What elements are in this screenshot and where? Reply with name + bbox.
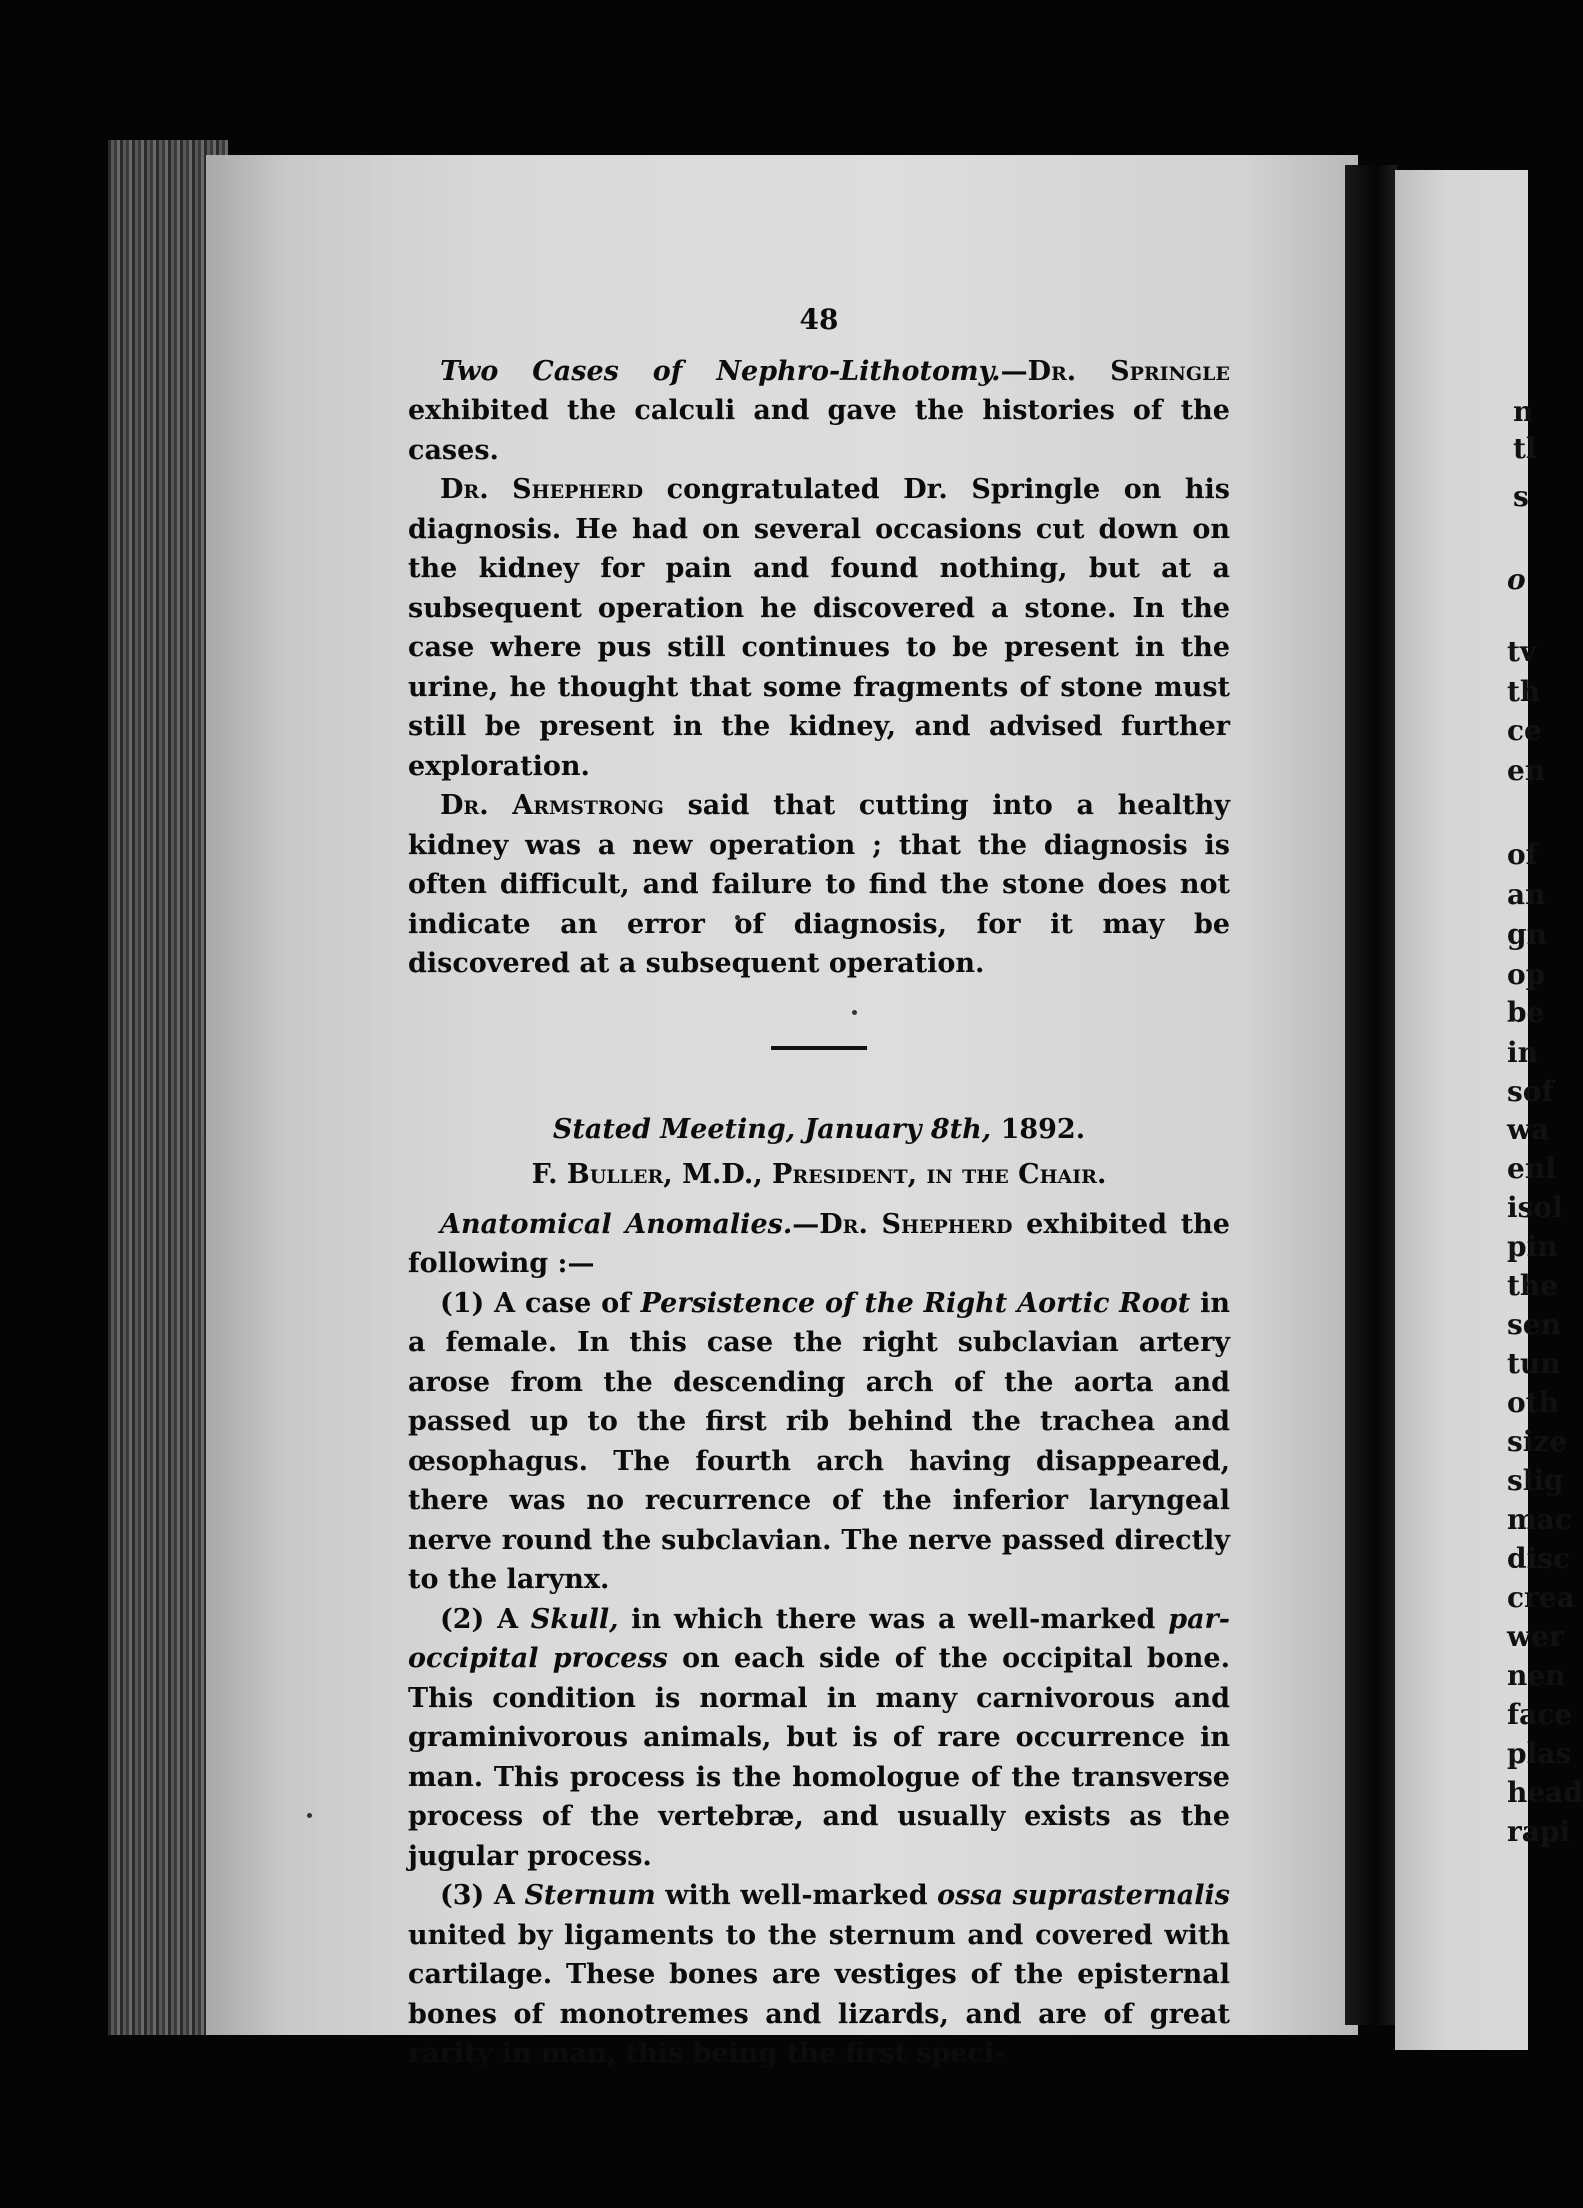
facing-fragment: be [1507,996,1545,1029]
facing-fragment: of [1507,838,1538,871]
facing-fragment: size [1507,1425,1568,1458]
item-text: in a female. In this case the right subclavian artery arose from the descending arch of the aorta and passed up to the first rib behind the trachea and œsophagus. The fourth arch having disappeared, there was no recurrence of the inferior laryngeal nerve round the subclavian. The nerve passed directly to the larynx. [408,1287,1230,1595]
speaker-name: Dr. Armstrong [440,790,664,821]
facing-fragment: pin [1507,1230,1558,1263]
facing-fragment: n [1513,395,1534,428]
list-item-1 [408,1284,1230,1600]
list-item-2 [408,1600,1230,1877]
paragraph-armstrong [408,786,1230,984]
facing-fragment: sen [1507,1308,1561,1341]
facing-fragment: th [1507,675,1541,708]
paragraph-anomalies-intro: Anatomical Anomalies.—Dr. Shepherd exhibited the following :— [408,1208,1230,1279]
meeting-heading [408,1110,1230,1150]
item-emphasis: par-occipital process [408,1603,1230,1674]
speaker-name: Dr. Springle [1027,355,1230,387]
item-number: (1) A case of [440,1287,641,1319]
facing-fragment: ce [1507,714,1542,747]
facing-fragment: mac [1507,1503,1572,1536]
print-speck [307,1813,312,1818]
facing-fragment: wer [1507,1620,1564,1653]
speaker-name: Dr. Shepherd [819,1208,1013,1240]
facing-fragment: disc [1507,1542,1571,1575]
paragraph-text: said that cutting into a healthy kidney was a new operation ; that the diagnosis is often difficult, and failure to find the stone does not indicate an error of diagnosis, for it may be discovered at a subsequent operation. [408,790,1230,979]
facing-fragment: in [1507,1036,1538,1069]
page-number: 48 [799,303,839,336]
item-emphasis: Sternum [524,1880,656,1911]
list-item-3 [408,1876,1230,2074]
facing-fragment: slig [1507,1464,1564,1497]
facing-fragment: oth [1507,1386,1559,1419]
facing-fragment: wa [1507,1113,1550,1146]
facing-fragment: gn [1507,918,1547,951]
facing-fragment: o [1507,563,1526,596]
meeting-date: Stated Meeting, January 8th, [552,1113,992,1145]
item-text: in which there was a well-marked [618,1603,1169,1635]
facing-fragment: s [1513,480,1529,513]
facing-fragment: the [1507,1269,1559,1302]
item-emphasis: Persistence of the Right Aortic Root [640,1287,1191,1319]
section-divider [771,1046,867,1050]
item-text: united by ligaments to the sternum and covered with cartilage. These bones are vestiges of the episternal bones of monotremes and lizards, and are of great rarity in man, this being the first speci- [408,1919,1230,2069]
facing-fragment: tun [1507,1347,1561,1380]
section-title: Anatomical Anomalies. [440,1208,793,1240]
facing-fragment: tl [1513,432,1537,465]
paragraph-shepherd [408,470,1230,786]
facing-fragment: op [1507,958,1546,991]
speaker-name: Dr. Shepherd [440,474,644,505]
chair-line [408,1155,1230,1195]
facing-fragment: rapi [1507,1815,1571,1848]
item-number: (2) A [440,1603,531,1635]
facing-fragment: enl [1507,1152,1556,1185]
chair-title: President, in the Chair. [772,1159,1107,1190]
facing-fragment: an [1507,878,1546,911]
page-text [408,300,1230,2074]
section-title: Two Cases of Nephro-Lithotomy. [440,355,1001,387]
paragraph-nephro-lithotomy: Two Cases of Nephro-Lithotomy.—Dr. Springle exhibited the calculi and gave the histories of the cases. [408,355,1230,466]
facing-fragment: crea [1507,1581,1575,1614]
paragraph-text: exhibited the calculi and gave the histories of the cases. [408,395,1230,466]
facing-fragment: en [1507,754,1546,787]
item-text: with well-marked [655,1880,938,1911]
meeting-year: 1892. [991,1113,1086,1145]
facing-page [1395,170,1583,2050]
item-number: (3) A [440,1880,525,1911]
chair-name: F. Buller, M.D., [531,1159,773,1190]
book-gutter [1345,165,1397,2025]
paragraph-text: congratulated Dr. Springle on his diagnosis. He had on several occasions cut down on the kidney for pain and found nothing, but at a subsequent operation he discovered a stone. In the case where pus still continues to be present in the urine, he thought that some fragments of stone must still be present in the kidney, and advised further exploration. [408,474,1230,782]
facing-fragment: head [1507,1776,1583,1809]
facing-fragment: face [1507,1698,1573,1731]
facing-fragment: tv [1507,635,1537,668]
item-emphasis: Skull, [530,1603,619,1635]
paragraph-text: exhibited the following :— [408,1208,1230,1279]
facing-fragment: isol [1507,1191,1563,1224]
item-emphasis: ossa suprasternalis [937,1880,1230,1911]
facing-fragment: nen [1507,1659,1566,1692]
facing-fragment: sof [1507,1075,1554,1108]
facing-fragment: plas [1507,1737,1572,1770]
item-text: on each side of the occipital bone. This condition is normal in many carnivorous and graminivorous animals, but is of rare occurrence in man. This process is the homologue of the transverse process of the vertebræ, and usually exists as the jugular process. [408,1643,1230,1872]
